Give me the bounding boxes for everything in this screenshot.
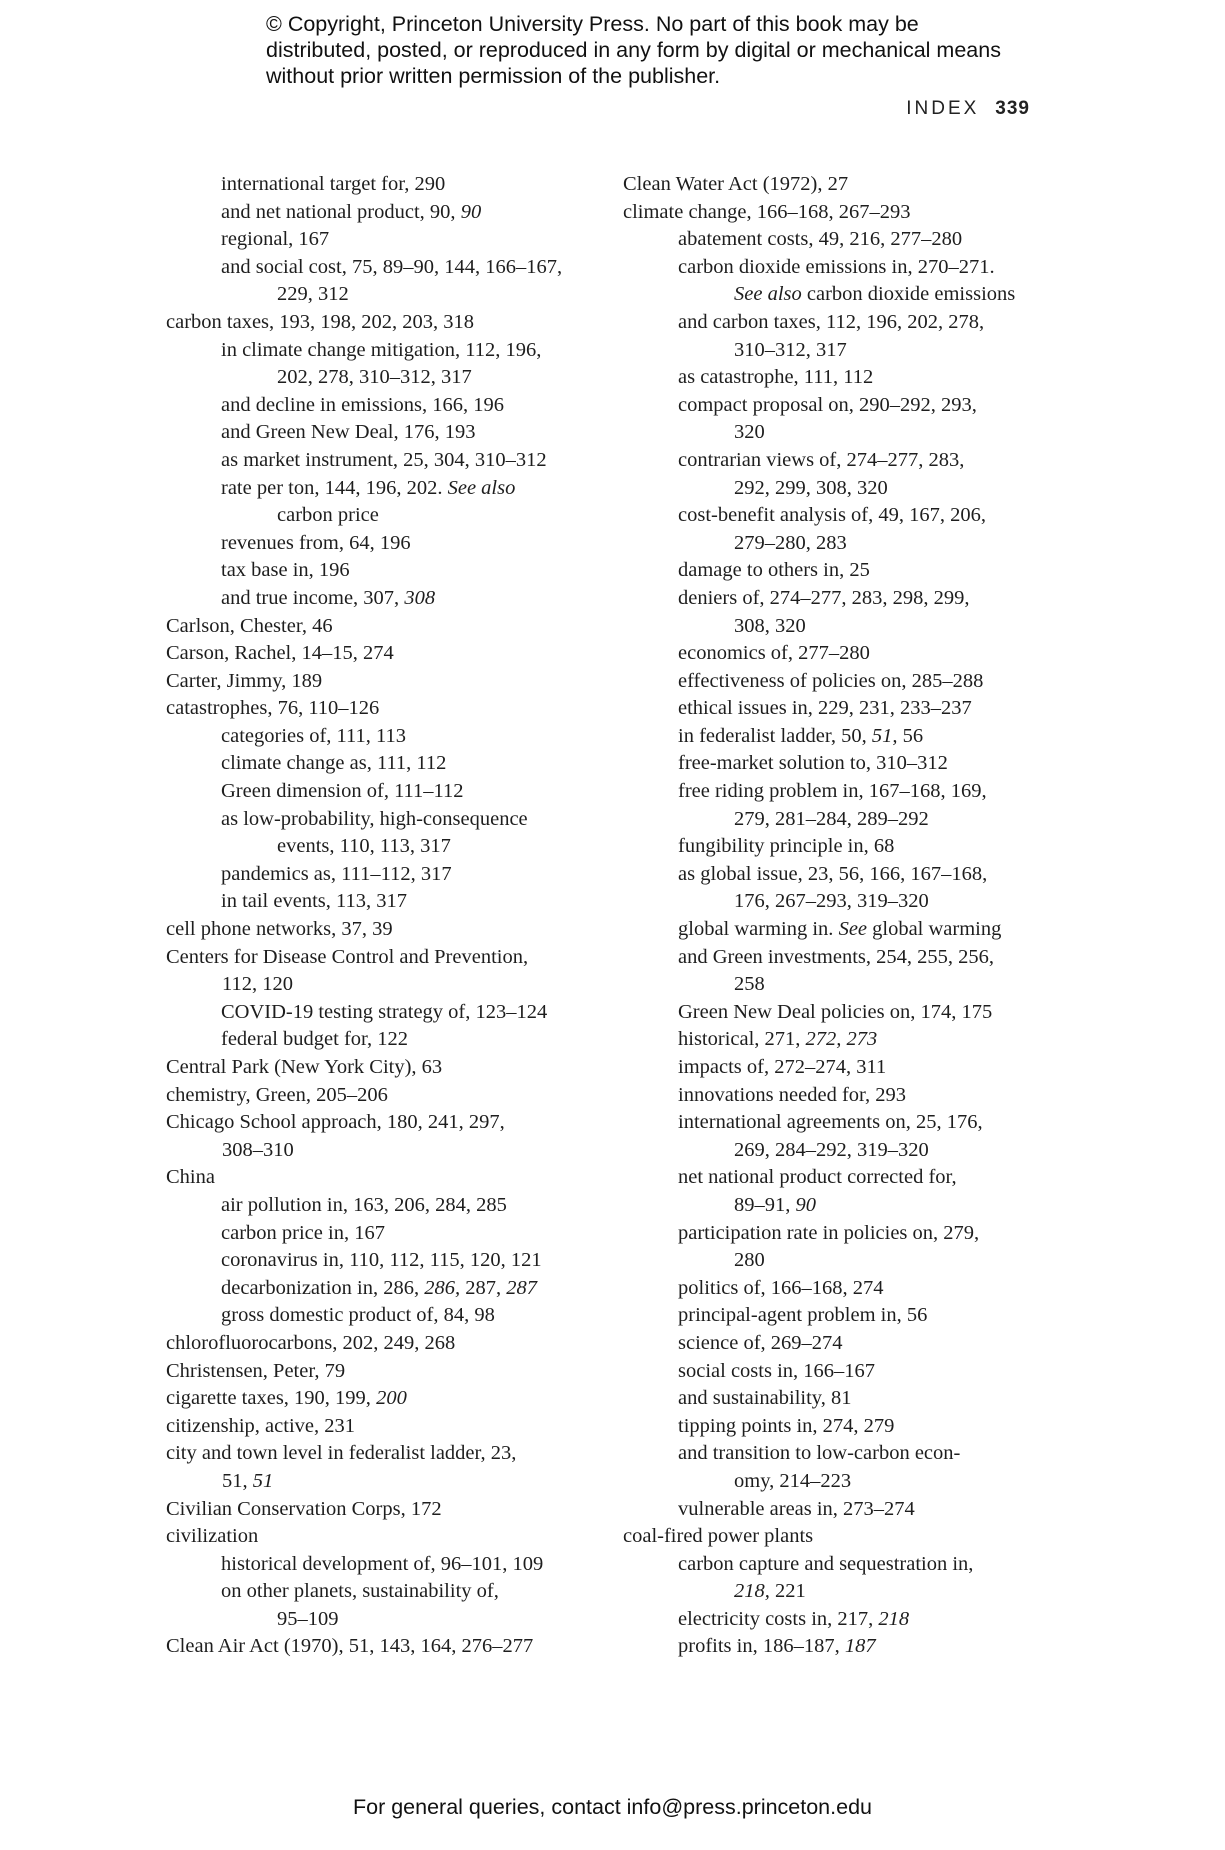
entry-text: net national product corrected for, (678, 1166, 957, 1189)
entry-continuation-line (249, 502, 596, 530)
index-entry (166, 1082, 596, 1110)
entry-text: principal-agent problem in, 56 (678, 1304, 928, 1327)
entry-text: 292, 299, 308, 320 (734, 476, 888, 499)
entry-text: carbon taxes, 193, 198, 202, 203, 318 (166, 310, 475, 333)
entry-text: global warming in. (678, 918, 839, 941)
entry-text: 95–109 (277, 1607, 339, 1630)
entry-text: federal budget for, 122 (221, 1028, 409, 1051)
entry-continuation-line (249, 833, 596, 861)
entry-text: Carson, Rachel, 14–15, 274 (166, 642, 394, 665)
index-subentry (221, 557, 596, 585)
entry-text: 279–280, 283 (734, 531, 847, 554)
index-subentry (678, 585, 1053, 640)
entry-text: global warming (867, 918, 1002, 941)
index-subentry (678, 1385, 1053, 1413)
entry-text: city and town level in federalist ladder, 23, (166, 1442, 517, 1465)
index-subentry (678, 861, 1053, 916)
entry-italic-text: 200 (376, 1387, 407, 1410)
entry-text: international target for, 290 (221, 173, 446, 195)
entry-text: carbon dioxide emissions (801, 283, 1016, 306)
entry-text: and sustainability, 81 (678, 1387, 852, 1410)
index-subentry (221, 750, 596, 778)
entry-text: COVID-19 testing strategy of, 123–124 (221, 1000, 548, 1023)
entry-text: science of, 269–274 (678, 1331, 843, 1354)
index-subentry (678, 392, 1053, 447)
index-subentry (678, 1302, 1053, 1330)
entry-text: as catastrophe, 111, 112 (678, 366, 874, 389)
entry-text: in climate change mitigation, 112, 196, (221, 338, 542, 361)
index-entry (166, 1385, 596, 1413)
entry-italic-text: 286, (424, 1276, 461, 1299)
entry-continuation-line (706, 337, 1053, 365)
index-entry (166, 1523, 596, 1551)
entry-text: Chicago School approach, 180, 241, 297, (166, 1111, 505, 1134)
index-subentry (678, 1633, 1053, 1661)
index-subentry (221, 1302, 596, 1330)
entry-text: compact proposal on, 290–292, 293, (678, 393, 977, 416)
entry-continuation-line (706, 419, 1053, 447)
entry-text: Civilian Conservation Corps, 172 (166, 1497, 442, 1520)
index-subentry (678, 999, 1053, 1027)
entry-text: deniers of, 274–277, 283, 298, 299, (678, 586, 970, 609)
entry-text: and net national product, 90, (221, 200, 461, 223)
index-subentry (221, 1192, 596, 1220)
index-subentry (221, 199, 596, 227)
entry-italic-text: See (838, 918, 868, 941)
entry-text: 308, 320 (734, 614, 806, 637)
entry-text: chlorofluorocarbons, 202, 249, 268 (166, 1331, 456, 1354)
entry-text: abatement costs, 49, 216, 277–280 (678, 228, 963, 251)
entry-text: 279, 281–284, 289–292 (734, 807, 929, 830)
index-subentry (678, 668, 1053, 696)
index-entry (166, 309, 596, 337)
entry-text: Clean Air Act (1970), 51, 143, 164, 276–277 (166, 1635, 534, 1658)
entry-text: 202, 278, 310–312, 317 (277, 366, 472, 389)
index-column-left (166, 171, 596, 1661)
index-subentry (678, 1026, 1053, 1054)
index-subentry (678, 695, 1053, 723)
index-subentry (678, 1109, 1053, 1164)
entry-text: Green dimension of, 111–112 (221, 780, 464, 803)
index-subentry (678, 916, 1053, 944)
entry-continuation-line (706, 1468, 1053, 1496)
entry-italic-text: 272, 273 (805, 1028, 878, 1051)
index-subentry (221, 1551, 596, 1579)
index-entry (166, 668, 596, 696)
entry-text: Carter, Jimmy, 189 (166, 669, 323, 692)
index-subentry (678, 226, 1053, 254)
index-subentry (221, 585, 596, 613)
index-entry (166, 1633, 596, 1661)
entry-text: Central Park (New York City), 63 (166, 1056, 443, 1078)
entry-text: and transition to low-carbon econ- (678, 1442, 961, 1465)
copyright-notice: © Copyright, Princeton University Press. No part of this book may be distributed, posted, or reproduced in any form by digital or mechanical means without prior written permission of the publisher. (266, 12, 1001, 88)
entry-text: participation rate in policies on, 279, (678, 1221, 980, 1244)
entry-text: social costs in, 166–167 (678, 1359, 876, 1382)
entry-italic-text: 51, (871, 724, 898, 747)
index-entry (623, 199, 1053, 227)
index-subentry (221, 999, 596, 1027)
section-label: INDEX (906, 98, 980, 119)
entry-text: catastrophes, 76, 110–126 (166, 697, 380, 720)
entry-continuation-line (194, 1137, 596, 1165)
index-subentry (678, 1606, 1053, 1634)
index-subentry (678, 1330, 1053, 1358)
entry-text: international agreements on, 25, 176, (678, 1111, 983, 1134)
entry-text: and Green investments, 254, 255, 256, (678, 945, 994, 968)
entry-text: historical development of, 96–101, 109 (221, 1552, 544, 1575)
entry-text: and true income, 307, (221, 586, 405, 609)
entry-text: cigarette taxes, 190, 199, (166, 1387, 377, 1410)
index-subentry (678, 778, 1053, 833)
index-subentry (678, 309, 1053, 364)
entry-text: and social cost, 75, 89–90, 144, 166–167, (221, 255, 563, 278)
entry-text: politics of, 166–168, 274 (678, 1276, 884, 1299)
entry-text: chemistry, Green, 205–206 (166, 1083, 388, 1106)
index-subentry (221, 226, 596, 254)
entry-text: 229, 312 (277, 283, 349, 306)
entry-italic-text: 308 (404, 586, 436, 609)
index-subentry (221, 861, 596, 889)
entry-text: and Green New Deal, 176, 193 (221, 421, 476, 444)
entry-text: gross domestic product of, 84, 98 (221, 1304, 495, 1327)
index-entry (166, 613, 596, 641)
entry-text: in federalist ladder, 50, (678, 724, 872, 747)
index-subentry (678, 1551, 1053, 1606)
index-subentry (221, 778, 596, 806)
entry-text: as global issue, 23, 56, 166, 167–168, (678, 862, 988, 885)
entry-continuation-line (249, 364, 596, 392)
entry-text: carbon price in, 167 (221, 1221, 385, 1244)
entry-text: as low-probability, high-consequence (221, 807, 528, 830)
index-subentry (221, 254, 596, 309)
entry-text: categories of, 111, 113 (221, 724, 407, 747)
entry-continuation-line (706, 1137, 1053, 1165)
entry-continuation-line (706, 1247, 1053, 1275)
entry-text: climate change as, 111, 112 (221, 752, 447, 775)
entry-text: coal-fired power plants (623, 1525, 814, 1548)
index-subentry (678, 944, 1053, 999)
entry-text: profits in, 186–187, (678, 1635, 845, 1658)
index-entry (166, 1440, 596, 1495)
entry-text: economics of, 277–280 (678, 642, 870, 665)
index-subentry (221, 1275, 596, 1303)
index-entry (623, 1523, 1053, 1551)
entry-text: citizenship, active, 231 (166, 1414, 355, 1437)
entry-text: Centers for Disease Control and Prevention, (166, 945, 529, 968)
index-subentry (678, 750, 1053, 778)
entry-text: carbon dioxide emissions in, 270–271. (678, 255, 995, 278)
index-subentry (221, 1247, 596, 1275)
entry-italic-text: See also (447, 476, 516, 499)
index-subentry (221, 337, 596, 392)
entry-text: and decline in emissions, 166, 196 (221, 393, 504, 416)
entry-continuation-line (194, 1468, 596, 1496)
index-entry (166, 695, 596, 723)
entry-text: vulnerable areas in, 273–274 (678, 1497, 915, 1520)
entry-italic-text: 287 (506, 1276, 537, 1299)
entry-continuation-line (249, 281, 596, 309)
index-subentry (678, 364, 1053, 392)
index-subentry (221, 723, 596, 751)
entry-continuation-line (706, 888, 1053, 916)
index-entry (166, 944, 596, 999)
entry-continuation-line (194, 971, 596, 999)
index-subentry (678, 447, 1053, 502)
running-head (870, 97, 1030, 121)
index-subentry (221, 475, 596, 530)
entry-continuation-line (706, 1578, 1053, 1606)
entry-text: 176, 267–293, 319–320 (734, 890, 929, 913)
entry-continuation-line (249, 1606, 596, 1634)
index-subentry (678, 1054, 1053, 1082)
entry-text: 310–312, 317 (734, 338, 847, 361)
entry-text: ethical issues in, 229, 231, 233–237 (678, 697, 972, 720)
index-subentry (678, 1164, 1053, 1219)
entry-text: omy, 214–223 (734, 1469, 852, 1492)
index-entry (166, 640, 596, 668)
entry-text: tipping points in, 274, 279 (678, 1414, 895, 1437)
index-entry (166, 1330, 596, 1358)
index-subentry (678, 1082, 1053, 1110)
entry-continuation-line (706, 281, 1053, 309)
entry-italic-text: 90 (460, 200, 482, 223)
entry-text: 320 (734, 421, 765, 444)
index-subentry (678, 1220, 1053, 1275)
entry-text: 221 (769, 1580, 806, 1603)
index-entry (623, 171, 1053, 199)
index-subentry (221, 447, 596, 475)
index-subentry (678, 1358, 1053, 1386)
entry-text: coronavirus in, 110, 112, 115, 120, 121 (221, 1249, 542, 1272)
index-entry (166, 1109, 596, 1164)
index-entry (166, 916, 596, 944)
entry-text: rate per ton, 144, 196, 202. (221, 476, 448, 499)
page-number: 339 (995, 98, 1030, 119)
entry-text: Carlson, Chester, 46 (166, 614, 333, 637)
index-subentry (221, 806, 596, 861)
entry-text: air pollution in, 163, 206, 284, 285 (221, 1193, 507, 1216)
entry-italic-text: 90 (795, 1193, 816, 1216)
entry-text: cell phone networks, 37, 39 (166, 918, 393, 941)
entry-text: 269, 284–292, 319–320 (734, 1138, 929, 1161)
index-subentry (221, 392, 596, 420)
index-subentry (221, 888, 596, 916)
entry-text: climate change, 166–168, 267–293 (623, 200, 911, 223)
entry-text: as market instrument, 25, 304, 310–312 (221, 448, 547, 471)
entry-continuation-line (706, 971, 1053, 999)
entry-continuation-line (706, 530, 1053, 558)
entry-text: free riding problem in, 167–168, 169, (678, 780, 987, 803)
index-subentry (221, 171, 596, 199)
entry-continuation-line (706, 1192, 1053, 1220)
entry-text: 112, 120 (222, 973, 293, 996)
entry-text: carbon price (277, 504, 379, 527)
index-subentry (678, 833, 1053, 861)
index-subentry (678, 557, 1053, 585)
entry-text: Green New Deal policies on, 174, 175 (678, 1000, 993, 1023)
index-subentry (678, 1413, 1053, 1441)
entry-text: fungibility principle in, 68 (678, 835, 895, 858)
entry-text: free-market solution to, 310–312 (678, 752, 948, 775)
entry-text: 89–91, (734, 1193, 796, 1216)
entry-italic-text: 187 (844, 1635, 876, 1658)
entry-italic-text: 218, (734, 1580, 770, 1603)
index-subentry (678, 723, 1053, 751)
entry-text: 280 (734, 1249, 765, 1272)
index-entry (166, 1164, 596, 1192)
entry-text: 51, (222, 1469, 253, 1492)
index-subentry (678, 502, 1053, 557)
entry-text: cost-benefit analysis of, 49, 167, 206, (678, 504, 987, 527)
entry-text: Clean Water Act (1972), 27 (623, 173, 849, 195)
entry-italic-text: 51 (252, 1469, 274, 1492)
entry-italic-text: 218 (878, 1607, 910, 1630)
index-subentry (678, 1275, 1053, 1303)
entry-text: regional, 167 (221, 228, 330, 251)
entry-text: 258 (734, 973, 765, 996)
entry-text: effectiveness of policies on, 285–288 (678, 669, 984, 692)
entry-text: 308–310 (222, 1138, 294, 1161)
entry-continuation-line (706, 806, 1053, 834)
entry-text: historical, 271, (678, 1028, 806, 1051)
entry-text: civilization (166, 1525, 259, 1548)
index-subentry (221, 1220, 596, 1248)
entry-text: in tail events, 113, 317 (221, 890, 407, 913)
index-subentry (221, 1026, 596, 1054)
entry-text: Christensen, Peter, 79 (166, 1359, 346, 1382)
index-subentry (221, 530, 596, 558)
entry-text: tax base in, 196 (221, 559, 350, 582)
entry-text: damage to others in, 25 (678, 559, 870, 582)
entry-text: innovations needed for, 293 (678, 1083, 907, 1106)
index-subentry (678, 254, 1053, 309)
entry-text: 56 (897, 724, 924, 747)
index-subentry (678, 640, 1053, 668)
entry-text: contrarian views of, 274–277, 283, (678, 448, 965, 471)
index-column-right (623, 171, 1053, 1661)
footer-contact: For general queries, contact info@press.princeton.edu (352, 1795, 872, 1819)
entry-text: and carbon taxes, 112, 196, 202, 278, (678, 310, 985, 333)
entry-text: 287, (460, 1276, 507, 1299)
entry-continuation-line (706, 475, 1053, 503)
index-subentry (678, 1440, 1053, 1495)
entry-text: on other planets, sustainability of, (221, 1580, 499, 1603)
entry-text: impacts of, 272–274, 311 (678, 1056, 887, 1078)
entry-text: revenues from, 64, 196 (221, 531, 411, 554)
index-entry (166, 1413, 596, 1441)
index-entry (166, 1496, 596, 1524)
index-entry (166, 1054, 596, 1082)
entry-text: decarbonization in, 286, (221, 1276, 425, 1299)
index-subentry (221, 419, 596, 447)
entry-text: China (166, 1166, 215, 1189)
index-subentry (221, 1578, 596, 1633)
index-subentry (678, 1496, 1053, 1524)
entry-italic-text: See also (734, 283, 802, 306)
entry-text: carbon capture and sequestration in, (678, 1552, 974, 1575)
index-entry (166, 1358, 596, 1386)
entry-text: events, 110, 113, 317 (277, 835, 451, 858)
entry-continuation-line (706, 613, 1053, 641)
entry-text: electricity costs in, 217, (678, 1607, 879, 1630)
entry-text: pandemics as, 111–112, 317 (221, 862, 452, 885)
